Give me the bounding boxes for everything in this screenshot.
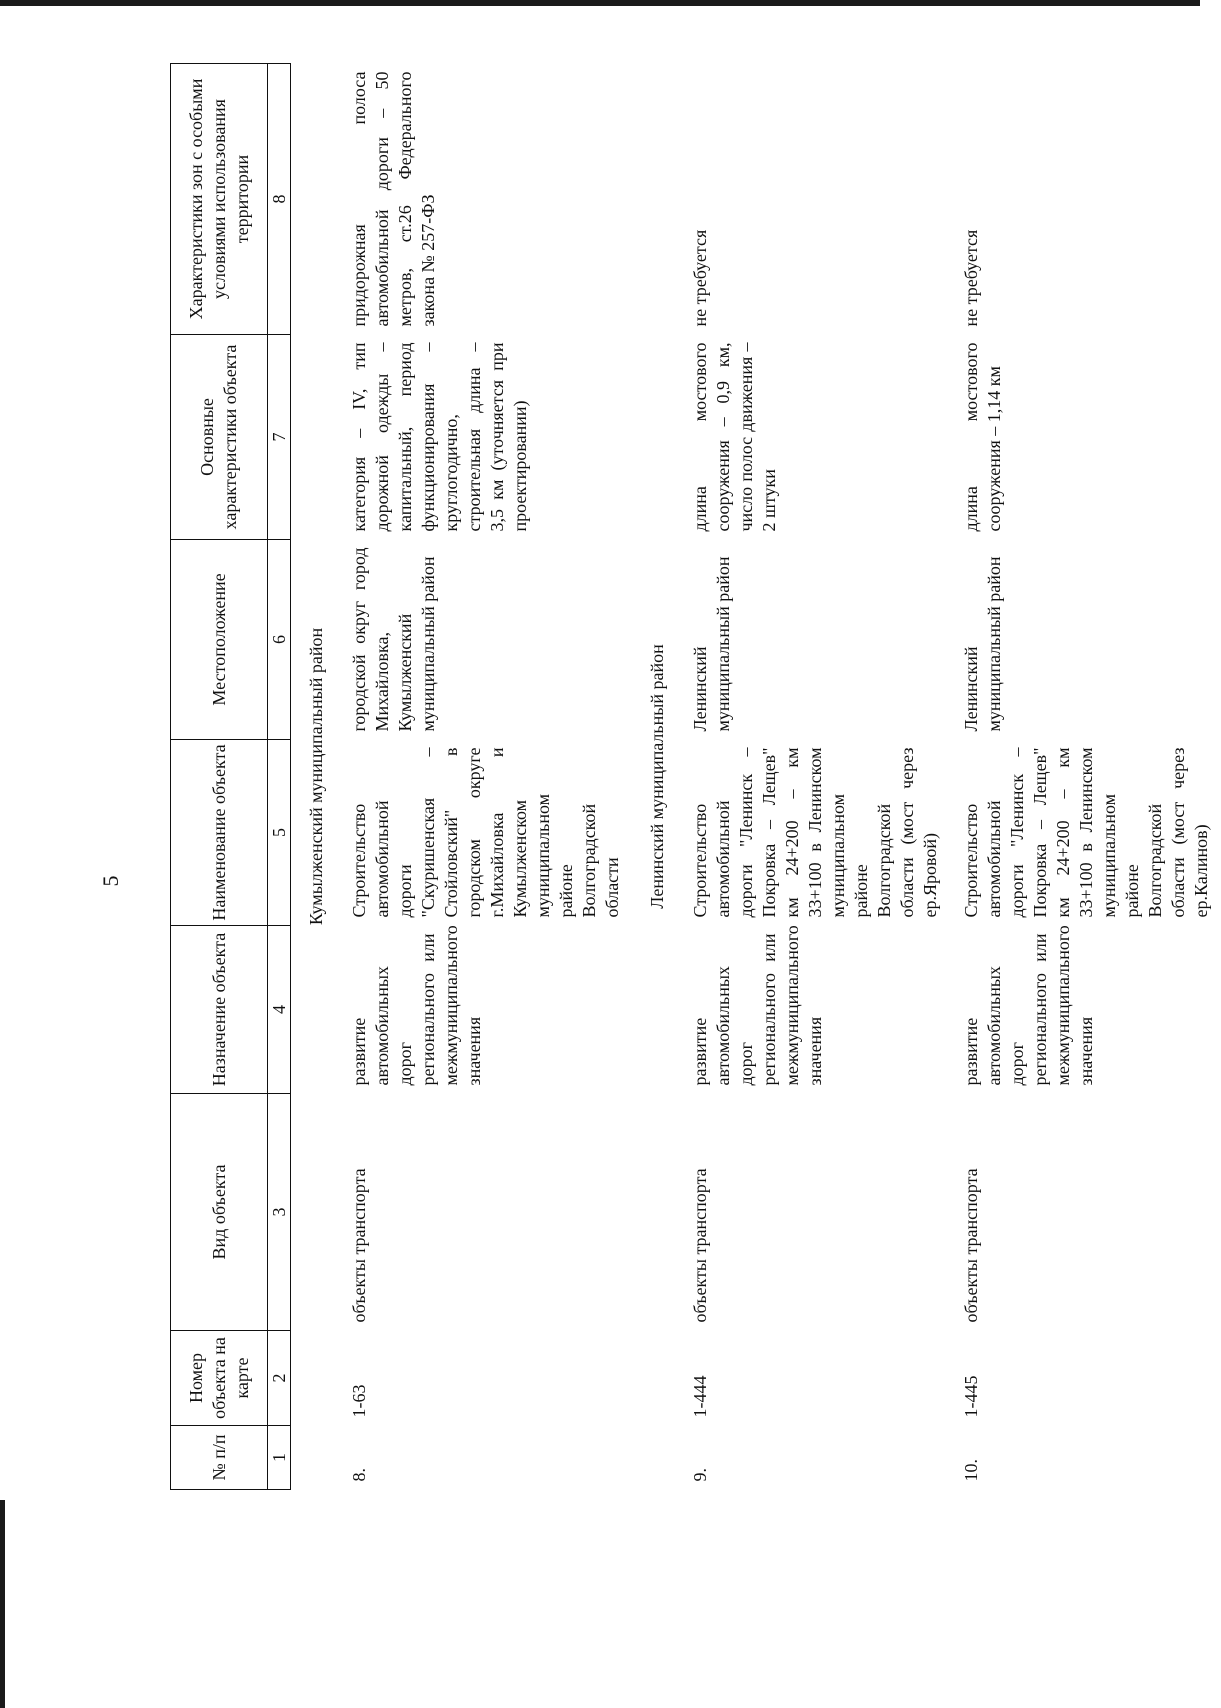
- row-number: 9.: [690, 1468, 710, 1482]
- object-kind: объекты транспорта: [349, 1168, 369, 1323]
- section-row: [291, 64, 339, 1490]
- column-number: 3: [268, 1094, 291, 1331]
- header-cell: Вид объекта: [171, 1094, 268, 1331]
- scan-left-edge: [0, 1500, 5, 1708]
- object-location: Ленинский муниципальный район: [961, 556, 1004, 732]
- map-number: 1-445: [961, 1375, 981, 1418]
- scan-top-edge: [0, 0, 1200, 6]
- column-number-row: [268, 64, 291, 1490]
- zone-characteristics: придорожная полоса автомобильной дороги – 50 метров, ст.26 Федерального закона № 257-ФЗ: [349, 71, 438, 327]
- object-characteristics: длина мостового сооружения – 1,14 км: [961, 342, 1004, 532]
- column-number: 6: [268, 540, 291, 740]
- section-title: Ленинский муниципальный район: [647, 644, 667, 909]
- column-number: 7: [268, 335, 291, 540]
- object-kind: объекты транспорта: [690, 1168, 710, 1323]
- row-number: 8.: [349, 1468, 369, 1482]
- header-cell: Характеристики зон с особыми условиями использования территории: [171, 64, 268, 335]
- object-name: Строительство автомобильной дороги "Ленинск – Покровка – Лещев" км 24+200 – км 33+100 в Ленинском муниципальном районе Волгоградской области (мост через ер.Яровой): [690, 747, 940, 918]
- page-number: 5: [98, 875, 123, 887]
- column-number: 8: [268, 64, 291, 335]
- object-location: городской округ город Михайловка, Кумылженский муниципальный район: [349, 547, 438, 732]
- header-cell: Назначение объекта: [171, 926, 268, 1094]
- header-cell: Местоположение: [171, 540, 268, 740]
- table-row: [679, 64, 950, 1490]
- table-row: [338, 64, 632, 1490]
- objects-table: [170, 63, 1221, 1490]
- map-number: 1-444: [690, 1375, 710, 1418]
- object-characteristics: длина мостового сооружения – 0,9 км, число полос движения – 2 штуки: [690, 342, 779, 532]
- section-title: Кумылженский муниципальный район: [306, 627, 326, 926]
- column-number: 5: [268, 740, 291, 926]
- section-row: [632, 64, 679, 1490]
- header-cell: № п/п: [171, 1426, 268, 1490]
- object-name: Строительство автомобильной дороги "Ленинск – Покровка – Лещев" км 24+200 – км 33+100 в Ленинском муниципальном районе Волгоградской области (мост через ер.Калинов): [961, 747, 1211, 918]
- column-number: 2: [268, 1331, 291, 1426]
- column-number: 4: [268, 926, 291, 1094]
- header-cell: Номер объекта на карте: [171, 1331, 268, 1426]
- object-kind: объекты транспорта: [961, 1168, 981, 1323]
- object-purpose: развитие автомобильных дорог регионального или межмуниципального значения: [961, 925, 1096, 1086]
- object-purpose: развитие автомобильных дорог регионального или межмуниципального значения: [690, 925, 825, 1086]
- header-cell: Основные характеристики объекта: [171, 335, 268, 540]
- object-characteristics: категория – IV, тип дорожной одежды – капитальный, период функционирования – круглогодично, строительная длина – 3,5 км (уточняется при проектировании): [349, 342, 530, 532]
- row-number: 10.: [961, 1459, 981, 1482]
- object-location: Ленинский муниципальный район: [690, 556, 733, 732]
- zone-characteristics: не требуется: [690, 229, 710, 327]
- header-row: [171, 64, 268, 1490]
- zone-characteristics: не требуется: [961, 229, 981, 327]
- header-cell: Наименование объекта: [171, 740, 268, 926]
- object-name: Строительство автомобильной дороги "Скуришенская – Стойловский" в городском округе г.Михайловка и Кумылженском муниципальном районе Волгоградской области: [349, 747, 622, 918]
- map-number: 1-63: [349, 1384, 369, 1418]
- rotated-page: [170, 64, 1211, 1490]
- table-row: [950, 64, 1221, 1490]
- column-number: 1: [268, 1426, 291, 1490]
- object-purpose: развитие автомобильных дорог регионального или межмуниципального значения: [349, 925, 484, 1086]
